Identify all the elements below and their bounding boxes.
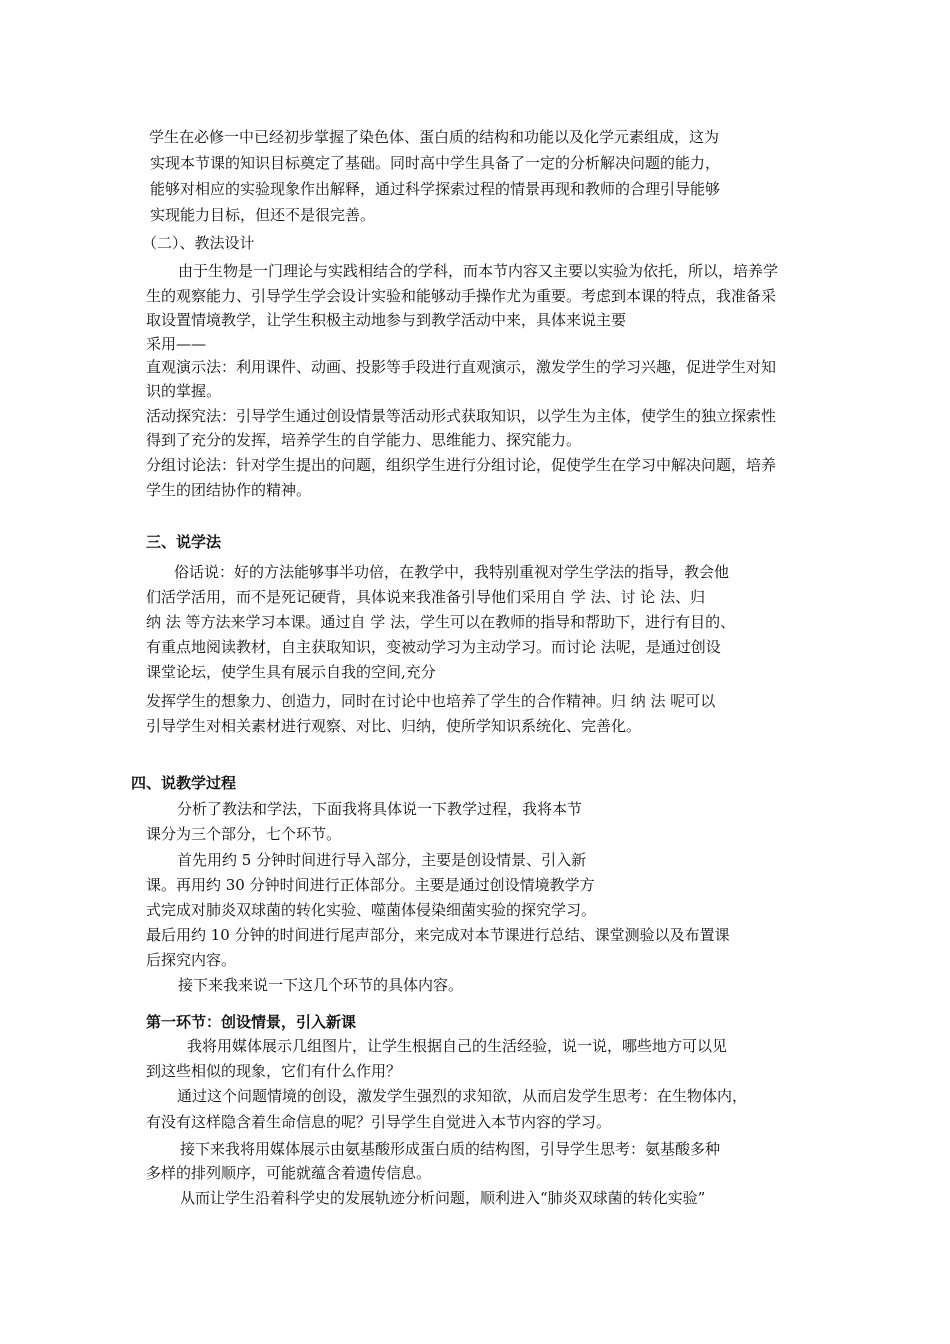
teaching-process-heading: 四、说教学过程	[131, 774, 237, 792]
teaching-process-line: 最后用约 10 分钟的时间进行尾声部分，来完成对本节课进行总结、课堂测验以及布置课	[146, 926, 730, 944]
teaching-method-line: 学生的团结协作的精神。	[146, 481, 312, 499]
teaching-method-line: 由于生物是一门理论与实践相结合的学科，而本节内容又主要以实验为依托，所以，培养学	[178, 262, 779, 280]
teaching-process-line: 分析了教法和学法，下面我将具体说一下教学过程，我将本节	[177, 800, 583, 818]
teaching-process-line: 式完成对肺炎双球菌的转化实验、噬菌体侵染细菌实验的探究学习。	[146, 901, 597, 919]
teaching-method-line: 生的观察能力、引导学生学会设计实验和能够动手操作尤为重要。考虑到本课的特点，我准备采	[146, 287, 777, 305]
step1-line: 到这些相似的现象，它们有什么作用？	[146, 1062, 402, 1080]
intro-line: 实现能力目标，但还不是很完善。	[150, 206, 376, 224]
intro-line: 学生在必修一中已经初步掌握了染色体、蛋白质的结构和功能以及化学元素组成，这为	[149, 128, 720, 146]
teaching-method-line: 取设置情境教学，让学生积极主动地参与到教学活动中来，具体来说主要	[146, 311, 627, 329]
teaching-process-line: 课分为三个部分，七个环节。	[146, 825, 342, 843]
step1-line: 多样的排列顺序，可能就蕴含着遗传信息。	[146, 1164, 432, 1182]
teaching-method-line: 分组讨论法：针对学生提出的问题，组织学生进行分组讨论，促使学生在学习中解决问题，培养	[146, 456, 777, 474]
teaching-process-line: 课。再用约 30 分钟时间进行正体部分。主要是通过创设情境教学方	[146, 876, 595, 894]
teaching-method-line: 得到了充分的发挥，培养学生的自学能力、思维能力、探究能力。	[146, 431, 582, 449]
step1-heading: 第一环节：创设情景，引入新课	[146, 1013, 357, 1031]
step1-line: 从而让学生沿着科学史的发展轨迹分析问题，顺利进入“肺炎双球菌的转化实验”	[180, 1189, 706, 1207]
teaching-process-line: 首先用约 5 分钟时间进行导入部分，主要是创设情景、引入新	[177, 851, 587, 869]
step1-line: 有没有这样隐含着生命信息的呢？引导学生自觉进入本节内容的学习。	[146, 1113, 612, 1131]
learning-method-heading: 三、说学法	[146, 533, 222, 551]
learning-method-line: 课堂论坛，使学生具有展示自我的空间,充分	[146, 663, 436, 681]
teaching-process-line: 接下来我来说一下这几个环节的具体内容。	[178, 976, 464, 994]
learning-method-line: 俗话说：好的方法能够事半功倍，在教学中，我特别重视对学生学法的指导，教会他	[174, 563, 730, 581]
step1-line: 我将用媒体展示几组图片，让学生根据自己的生活经验，说一说，哪些地方可以见	[187, 1037, 728, 1055]
teaching-method-line: 识的掌握。	[146, 382, 222, 400]
step1-line: 接下来我将用媒体展示由氨基酸形成蛋白质的结构图，引导学生思考：氨基酸多种	[180, 1140, 721, 1158]
teaching-method-line: 活动探究法：引导学生通过创设情景等活动形式获取知识，以学生为主体，使学生的独立探索性	[146, 407, 777, 425]
learning-method-line: 发挥学生的想象力、创造力，同时在讨论中也培养了学生的合作精神。归 纳 法 呢可以	[146, 692, 716, 710]
teaching-method-heading: （二）、教法设计	[142, 234, 255, 252]
teaching-method-line: 采用——	[146, 335, 207, 353]
learning-method-line: 们活学活用，而不是死记硬背，具体说来我准备引导他们采用自 学 法、讨 论 法、归	[146, 588, 706, 606]
teaching-method-line: 直观演示法：利用课件、动画、投影等手段进行直观演示，激发学生的学习兴趣，促进学生对知	[146, 358, 777, 376]
learning-method-line: 纳 法 等方法来学习本课。通过自 学 法，学生可以在教师的指导和帮助下，进行有目的、	[146, 613, 736, 631]
learning-method-line: 引导学生对相关素材进行观察、对比、归纳，使所学知识系统化、完善化。	[146, 717, 642, 735]
learning-method-line: 有重点地阅读教材，自主获取知识，变被动学习为主动学习。而讨论 法呢，是通过创设	[146, 638, 721, 656]
intro-line: 实现本节课的知识目标奠定了基础。同时高中学生具备了一定的分析解决问题的能力，	[150, 154, 721, 172]
teaching-process-line: 后探究内容。	[146, 951, 237, 969]
intro-line: 能够对相应的实验现象作出解释，通过科学探索过程的情景再现和教师的合理引导能够	[150, 180, 721, 198]
step1-line: 通过这个问题情境的创设，激发学生强烈的求知欲，从而启发学生思考：在生物体内，	[177, 1087, 748, 1105]
